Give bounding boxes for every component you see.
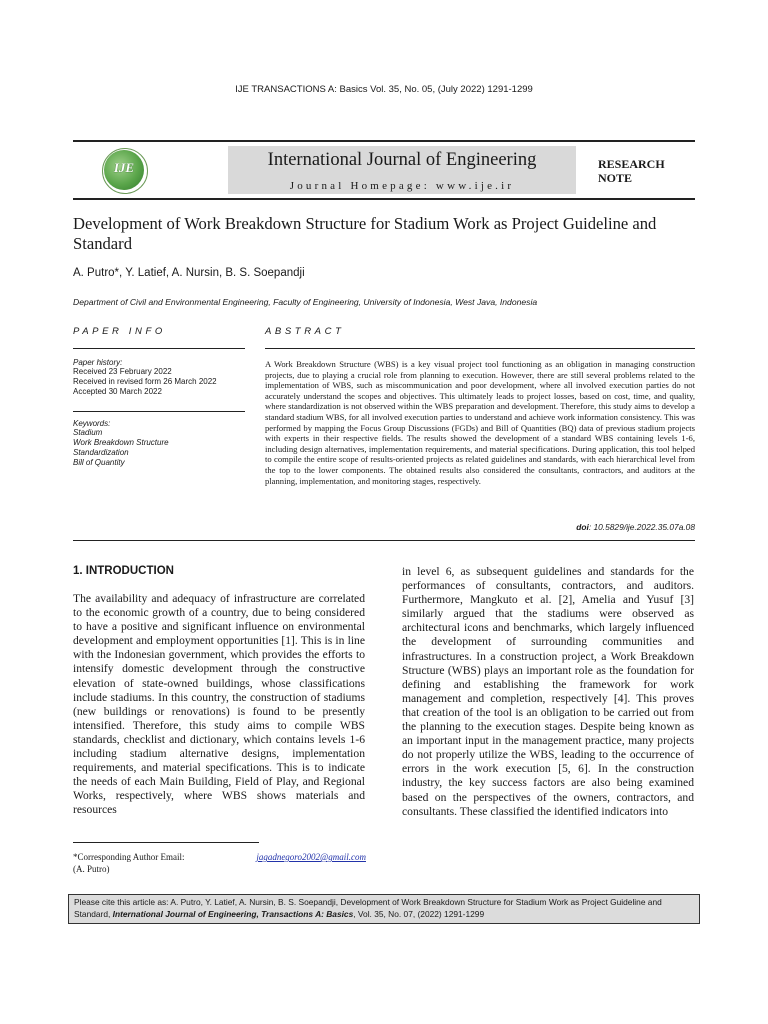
paper-title: Development of Work Breakdown Structure for Stadium Work as Project Guideline and Standard — [73, 214, 657, 253]
running-head: IJE TRANSACTIONS A: Basics Vol. 35, No. 05, (July 2022) 1291-1299 — [235, 84, 533, 95]
header-top-rule — [73, 140, 695, 142]
keyword: Bill of Quantity — [73, 458, 125, 467]
introduction-right-column: in level 6, as subsequent guidelines and standards for the performances of consultants, contractors, and auditors. Furthermore, Mangkuto et al. [2], Amelia and Yusuf [3] similarly argued that the stadiums were observed as architectural icons and benchmarks, which largely influenced the development of surrounding communities and infrastructures. In a construction project, a Work Breakdown Structure (WBS) plays an important role as the foundation for defining and establishing the framework for work management and completion, respectively [4]. This proves that creation of the tool is an obligation to be carried out from the planning to the execution stages. Despite being known as an important input in the management practice, many projects do not properly utilize the WBS, leading to the occurrence of errors in the work execution [5, 6]. In the construction industry, the key success factors are also being examined based on the perspectives of the owners, contractors, and consultants. These classified the identified indicators into — [402, 565, 694, 818]
journal-homepage: Journal Homepage: www.ije.ir — [289, 180, 515, 192]
header-bottom-rule — [73, 198, 695, 200]
history-revised: Received in revised form 26 March 2022 — [73, 377, 217, 386]
citation-box — [68, 894, 700, 924]
paper-affiliation: Department of Civil and Environmental Engineering, Faculty of Engineering, University of Indonesia, West Java, Indonesia — [73, 297, 538, 307]
history-accepted: Accepted 30 March 2022 — [73, 387, 162, 396]
journal-logo — [78, 146, 224, 194]
abstract-text: A Work Breakdown Structure (WBS) is a key visual project tool functioning as an obligation in managing construction projects, due to playing a crucial role from planning to execution. However, there are still several problems related to the implementation of WBS, such as miscommunication and poor development, where all involved execution parties do not accurately understand the scopes and objectives. This ultimately leads to project losses, based on cost, time, and quality, where standardization is not observed within the WBS preparation and development. Therefore, this study aims to develop a standard stadium WBS, for all involved execution parties to understand and achieve work information consistency. This was performed by mapping the Focus Group Discussions (FGDs) and Bill of Quantities (BQ) data of previous stadium projects with experts in their respective fields. The results showed the development of a standard WBS containing levels 1-6, including design alternatives, implementation requirements, and material specifications. During application, this tool helped to compile the entire scope of results-oriented projects as related guidelines and standards, with each hierarchical level from the top to the lower components. The obtained results also considered the consultants, contractors, and auditors at the planning, implementation, and monitoring stages, respectively. — [265, 359, 695, 486]
journal-title: International Journal of Engineering — [267, 150, 537, 170]
history-received: Received 23 February 2022 — [73, 367, 172, 376]
paper-info-label: PAPER INFO — [73, 326, 166, 337]
abstract-rule — [265, 348, 695, 349]
article-type-line2: NOTE — [598, 171, 633, 185]
citation-suffix: , Vol. 35, No. 07, (2022) 1291-1299 — [353, 908, 485, 919]
logo-text: IJE — [113, 160, 135, 175]
paper-info-rule — [73, 348, 245, 349]
corresponding-author-footnote — [73, 852, 366, 875]
footnote-name: (A. Putro) — [73, 863, 110, 874]
doi-label: doi — [576, 522, 589, 532]
footnote-label: *Corresponding Author Email: — [73, 852, 185, 862]
introduction-heading: 1. INTRODUCTION — [73, 565, 174, 577]
doi-value: : 10.5829/ije.2022.35.07a.08 — [588, 522, 695, 532]
citation-text — [74, 897, 694, 920]
history-rule — [73, 411, 245, 412]
citation-prefix: Please cite this article as: A. Putro, Y. Latief, A. Nursin, B. S. Soepandji, Development of Work Breakdown Structure for Stadium Work as Project Guideline and Standard, — [74, 897, 662, 919]
abstract-label: ABSTRACT — [265, 326, 345, 337]
keyword: Work Breakdown Structure — [73, 438, 169, 447]
keyword: Stadium — [73, 428, 103, 437]
article-type-line1: RESEARCH — [598, 157, 665, 171]
article-type — [598, 157, 665, 185]
footnote-rule — [73, 842, 259, 843]
keywords — [73, 419, 248, 468]
citation-journal: International Journal of Engineering, Transactions A: Basics — [112, 908, 354, 919]
paper-history — [73, 358, 248, 397]
keywords-label: Keywords: — [73, 419, 111, 428]
paper-authors: A. Putro*, Y. Latief, A. Nursin, B. S. Soepandji — [73, 267, 305, 279]
doi — [500, 522, 695, 532]
abstract-bottom-rule — [73, 540, 695, 541]
keyword: Standardization — [73, 448, 129, 457]
author-email-link[interactable]: jagadnegoro2002@gmail.com — [256, 852, 366, 862]
history-label: Paper history: — [73, 358, 123, 367]
introduction-left-column: The availability and adequacy of infrastructure are correlated to the economic growth of a country, due to being considered to have a positive and significant influence on environmental development and employment opportunities [1]. This is in line with the Indonesian government, which provides the efforts to intensify domestic development through the constructive elevation of state-owned buildings, whose classifications include stadiums. In this country, the construction of stadiums (new buildings or renovations) is found to be presently intensified. Therefore, this study aims to compile WBS standards, checklist and dictionary, which contains levels 1-6 including stadium alternative designs, implementation requirements, and material specifications. This is to indicate the needs of each Main Building, Field of Play, and Regional Works, respectively, where WBS shows materials and resources — [73, 592, 365, 817]
